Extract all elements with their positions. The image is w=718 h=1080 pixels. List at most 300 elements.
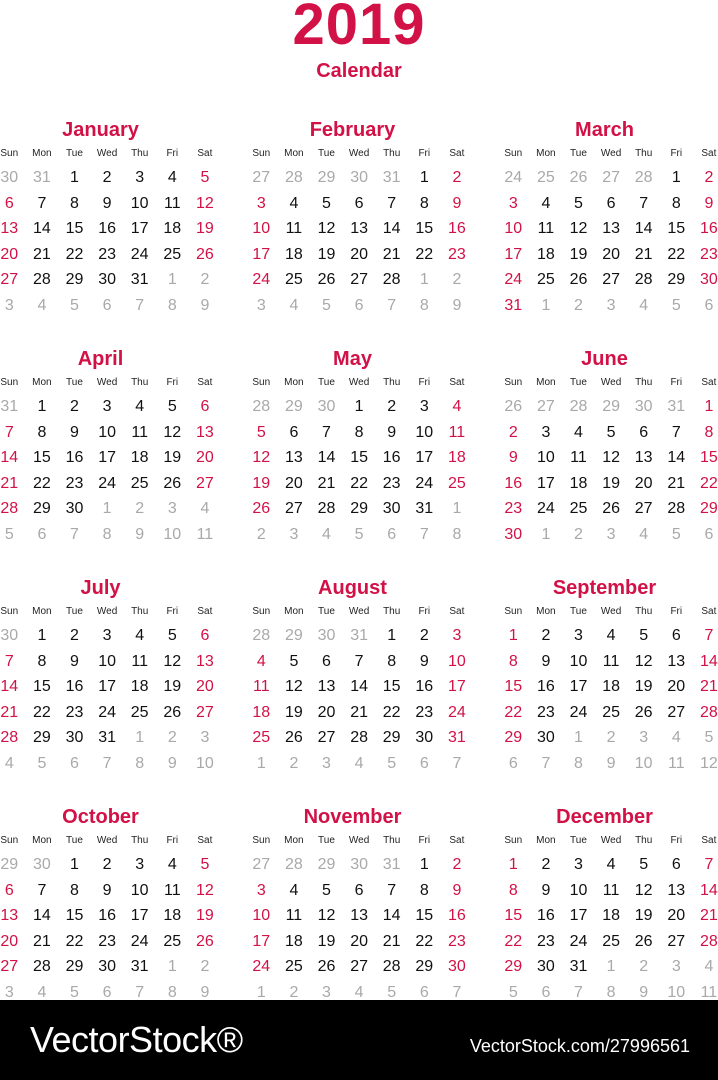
- adjacent-month-day-cell: 11: [667, 754, 685, 772]
- day-cell: 31: [415, 500, 434, 517]
- month-name: August: [318, 577, 387, 599]
- adjacent-month-day-cell: 6: [37, 525, 47, 543]
- day-cell: 23: [65, 703, 84, 721]
- month-february: [245, 118, 475, 321]
- month-name: February: [309, 119, 396, 141]
- day-cell: 14: [32, 220, 51, 237]
- day-cell: 20: [284, 474, 303, 492]
- day-cell: 23: [98, 932, 116, 950]
- adjacent-month-day-cell: 1: [167, 271, 177, 288]
- day-cell: 16: [65, 449, 84, 466]
- day-cell: 18: [284, 245, 303, 263]
- day-cell: 4: [167, 856, 177, 873]
- day-cell: 19: [317, 932, 336, 950]
- day-cell: 22: [32, 703, 51, 721]
- weekday-label: Sun: [504, 377, 523, 388]
- day-cell: 6: [354, 194, 364, 212]
- adjacent-month-day-cell: 29: [0, 856, 19, 873]
- adjacent-month-day-cell: 10: [634, 754, 653, 772]
- day-cell: 16: [98, 220, 116, 237]
- day-cell: 6: [4, 194, 14, 212]
- day-cell: 2: [419, 627, 429, 644]
- adjacent-month-day-cell: 4: [4, 754, 14, 772]
- adjacent-month-day-cell: 27: [536, 398, 555, 415]
- adjacent-month-day-cell: 9: [639, 983, 649, 1001]
- day-cell: 1: [387, 627, 397, 644]
- weekday-label: Tue: [570, 606, 587, 617]
- adjacent-month-day-cell: 3: [639, 729, 649, 746]
- day-cell: 27: [667, 932, 686, 950]
- day-cell: 11: [537, 220, 555, 237]
- day-cell: 1: [37, 627, 47, 644]
- month-august: [245, 576, 475, 779]
- day-cell: 18: [284, 932, 303, 950]
- month-name: March: [575, 119, 634, 141]
- adjacent-month-day-cell: 30: [0, 169, 19, 186]
- day-cell: 8: [354, 423, 364, 441]
- adjacent-month-day-cell: 4: [354, 983, 364, 1001]
- weekday-label: Mon: [32, 835, 52, 846]
- weekday-label: Mon: [536, 148, 556, 159]
- day-cell: 17: [536, 474, 555, 492]
- month-october: [0, 805, 223, 1008]
- weekday-label: Tue: [66, 377, 83, 388]
- adjacent-month-day-cell: 2: [574, 296, 583, 314]
- adjacent-month-day-cell: 4: [639, 296, 649, 314]
- day-cell: 9: [508, 449, 518, 466]
- adjacent-month-day-cell: 6: [102, 983, 112, 1001]
- weekday-label: Sun: [252, 148, 271, 159]
- weekday-label: Fri: [418, 377, 431, 388]
- weekday-label: Thu: [635, 148, 653, 159]
- weekday-label: Wed: [348, 377, 370, 388]
- weekday-label: Thu: [383, 148, 401, 159]
- day-cell: 11: [602, 881, 620, 899]
- weekday-label: Fri: [670, 835, 683, 846]
- adjacent-month-day-cell: 5: [70, 983, 79, 1001]
- adjacent-month-day-cell: 28: [634, 169, 653, 186]
- adjacent-month-day-cell: 9: [452, 296, 462, 314]
- day-cell: 12: [284, 678, 303, 695]
- day-cell: 25: [602, 932, 620, 950]
- month-january: [0, 118, 223, 321]
- day-cell: 12: [163, 652, 182, 670]
- day-cell: 7: [387, 194, 397, 212]
- weekday-label: Fri: [670, 148, 683, 159]
- day-cell: 18: [163, 907, 182, 924]
- day-cell: 16: [504, 474, 523, 492]
- adjacent-month-day-cell: 8: [574, 754, 583, 772]
- day-cell: 19: [163, 678, 182, 695]
- adjacent-month-day-cell: 2: [167, 729, 177, 746]
- adjacent-month-day-cell: 1: [419, 271, 429, 288]
- day-cell: 14: [699, 652, 718, 670]
- day-cell: 30: [415, 729, 434, 746]
- weekday-label: Sat: [197, 148, 213, 159]
- day-cell: 22: [504, 703, 523, 721]
- day-cell: 10: [447, 652, 466, 670]
- day-cell: 21: [317, 474, 336, 492]
- adjacent-month-day-cell: 5: [671, 525, 681, 543]
- day-cell: 11: [602, 652, 620, 670]
- day-cell: 19: [634, 907, 653, 924]
- day-cell: 7: [322, 423, 331, 441]
- day-cell: 13: [602, 220, 620, 237]
- day-cell: 9: [452, 194, 462, 212]
- day-cell: 13: [0, 220, 19, 237]
- day-cell: 24: [98, 474, 116, 492]
- day-cell: 3: [256, 194, 266, 212]
- day-cell: 3: [574, 856, 583, 873]
- adjacent-month-day-cell: 6: [419, 983, 429, 1001]
- day-cell: 5: [200, 856, 210, 873]
- day-cell: 28: [382, 958, 401, 975]
- day-cell: 22: [32, 474, 51, 492]
- day-cell: 18: [602, 907, 620, 924]
- adjacent-month-day-cell: 3: [606, 296, 616, 314]
- day-cell: 8: [70, 881, 79, 899]
- day-cell: 27: [0, 958, 19, 975]
- day-cell: 22: [382, 703, 401, 721]
- day-cell: 29: [504, 729, 523, 746]
- day-cell: 12: [163, 423, 182, 441]
- adjacent-month-day-cell: 1: [574, 729, 583, 746]
- adjacent-month-day-cell: 8: [167, 296, 177, 314]
- day-cell: 10: [415, 423, 434, 441]
- weekday-label: Thu: [635, 606, 653, 617]
- day-cell: 18: [130, 678, 149, 695]
- day-cell: 5: [322, 881, 331, 899]
- day-cell: 20: [0, 245, 19, 263]
- day-cell: 27: [284, 500, 303, 517]
- adjacent-month-day-cell: 3: [289, 525, 299, 543]
- day-cell: 8: [508, 881, 518, 899]
- adjacent-month-day-cell: 5: [508, 983, 518, 1001]
- weekday-label: Sat: [449, 835, 465, 846]
- day-cell: 27: [350, 271, 368, 288]
- adjacent-month-day-cell: 6: [387, 525, 397, 543]
- day-cell: 13: [0, 907, 19, 924]
- day-cell: 21: [634, 245, 653, 263]
- day-cell: 13: [667, 652, 686, 670]
- weekday-label: Thu: [383, 377, 401, 388]
- day-cell: 1: [419, 169, 429, 186]
- day-cell: 13: [667, 881, 686, 899]
- adjacent-month-day-cell: 4: [37, 983, 47, 1001]
- day-cell: 15: [415, 220, 434, 237]
- day-cell: 2: [508, 423, 518, 441]
- day-cell: 27: [0, 271, 19, 288]
- day-cell: 8: [37, 652, 47, 670]
- weekday-label: Wed: [600, 606, 622, 617]
- day-cell: 11: [252, 678, 270, 695]
- day-cell: 27: [195, 474, 214, 492]
- month-name: July: [80, 577, 121, 599]
- weekday-label: Fri: [166, 835, 179, 846]
- day-cell: 23: [382, 474, 401, 492]
- adjacent-month-day-cell: 31: [667, 398, 686, 415]
- adjacent-month-day-cell: 4: [322, 525, 331, 543]
- weekday-label: Wed: [600, 835, 622, 846]
- day-cell: 20: [667, 678, 686, 695]
- day-cell: 11: [448, 423, 466, 441]
- month-july: [0, 576, 223, 779]
- day-cell: 5: [606, 423, 616, 441]
- day-cell: 30: [536, 958, 555, 975]
- day-cell: 8: [37, 423, 47, 441]
- day-cell: 12: [252, 449, 271, 466]
- day-cell: 26: [195, 932, 214, 950]
- adjacent-month-day-cell: 2: [574, 525, 583, 543]
- adjacent-month-day-cell: 7: [419, 525, 429, 543]
- adjacent-month-day-cell: 9: [167, 754, 177, 772]
- month-name: January: [62, 119, 139, 141]
- day-cell: 23: [536, 932, 555, 950]
- day-cell: 2: [387, 398, 397, 415]
- day-cell: 7: [387, 881, 397, 899]
- day-cell: 5: [639, 856, 649, 873]
- day-cell: 22: [350, 474, 368, 492]
- day-cell: 8: [508, 652, 518, 670]
- adjacent-month-day-cell: 8: [606, 983, 616, 1001]
- day-cell: 20: [634, 474, 653, 492]
- day-cell: 25: [602, 703, 620, 721]
- adjacent-month-day-cell: 1: [541, 525, 551, 543]
- day-cell: 13: [350, 907, 368, 924]
- day-cell: 3: [452, 627, 462, 644]
- day-cell: 6: [200, 398, 210, 415]
- adjacent-month-day-cell: 2: [200, 958, 210, 975]
- day-cell: 15: [32, 678, 51, 695]
- adjacent-month-day-cell: 12: [699, 754, 718, 772]
- day-cell: 22: [699, 474, 718, 492]
- day-cell: 12: [195, 881, 214, 899]
- day-cell: 30: [65, 729, 84, 746]
- weekday-label: Sat: [449, 148, 465, 159]
- day-cell: 14: [382, 220, 401, 237]
- weekday-label: Wed: [96, 148, 118, 159]
- day-cell: 24: [447, 703, 466, 721]
- footer-brand-logo: VectorStock®: [30, 1019, 243, 1060]
- weekday-label: Sat: [197, 606, 213, 617]
- day-cell: 14: [317, 449, 336, 466]
- month-december: [497, 805, 718, 1008]
- day-cell: 9: [541, 652, 551, 670]
- adjacent-month-day-cell: 6: [508, 754, 518, 772]
- month-november: [245, 805, 475, 1008]
- day-cell: 30: [536, 729, 555, 746]
- weekday-label: Mon: [284, 148, 304, 159]
- day-cell: 3: [135, 169, 145, 186]
- day-cell: 9: [387, 423, 397, 441]
- day-cell: 17: [252, 932, 271, 950]
- adjacent-month-day-cell: 8: [419, 296, 429, 314]
- adjacent-month-day-cell: 7: [135, 296, 145, 314]
- adjacent-month-day-cell: 9: [200, 983, 210, 1001]
- adjacent-month-day-cell: 8: [452, 525, 462, 543]
- day-cell: 12: [569, 220, 588, 237]
- day-cell: 1: [354, 398, 364, 415]
- adjacent-month-day-cell: 29: [284, 398, 303, 415]
- day-cell: 22: [667, 245, 686, 263]
- adjacent-month-day-cell: 30: [350, 856, 368, 873]
- weekday-label: Tue: [318, 377, 335, 388]
- day-cell: 31: [504, 296, 523, 314]
- weekday-label: Mon: [32, 377, 52, 388]
- day-cell: 16: [447, 907, 466, 924]
- day-cell: 15: [32, 449, 51, 466]
- adjacent-month-day-cell: 4: [289, 296, 299, 314]
- day-cell: 19: [195, 220, 214, 237]
- day-cell: 7: [704, 627, 714, 644]
- day-cell: 11: [163, 881, 181, 899]
- adjacent-month-day-cell: 31: [382, 856, 401, 873]
- day-cell: 26: [602, 500, 620, 517]
- adjacent-month-day-cell: 3: [4, 296, 14, 314]
- day-cell: 6: [289, 423, 299, 441]
- adjacent-month-day-cell: 9: [135, 525, 145, 543]
- day-cell: 15: [504, 678, 523, 695]
- day-cell: 16: [536, 907, 555, 924]
- day-cell: 7: [37, 194, 47, 212]
- day-cell: 5: [167, 398, 177, 415]
- day-cell: 2: [102, 856, 112, 873]
- day-cell: 25: [447, 474, 466, 492]
- weekday-label: Sat: [449, 606, 465, 617]
- adjacent-month-day-cell: 3: [4, 983, 14, 1001]
- day-cell: 6: [606, 194, 616, 212]
- day-cell: 3: [541, 423, 551, 441]
- adjacent-month-day-cell: 2: [256, 525, 266, 543]
- day-cell: 21: [382, 932, 401, 950]
- day-cell: 26: [317, 958, 336, 975]
- adjacent-month-day-cell: 25: [536, 169, 555, 186]
- day-cell: 10: [252, 907, 271, 924]
- adjacent-month-day-cell: 3: [167, 500, 177, 517]
- weekday-label: Mon: [536, 835, 556, 846]
- weekday-label: Mon: [284, 835, 304, 846]
- day-cell: 31: [130, 271, 149, 288]
- day-cell: 10: [130, 881, 149, 899]
- weekday-label: Fri: [670, 606, 683, 617]
- day-cell: 16: [382, 449, 401, 466]
- day-cell: 29: [415, 958, 434, 975]
- day-cell: 10: [504, 220, 523, 237]
- adjacent-month-day-cell: 5: [37, 754, 47, 772]
- weekday-label: Sat: [701, 148, 717, 159]
- day-cell: 6: [322, 652, 331, 670]
- adjacent-month-day-cell: 2: [289, 983, 299, 1001]
- day-cell: 9: [102, 881, 112, 899]
- day-cell: 20: [0, 932, 19, 950]
- day-cell: 17: [98, 678, 116, 695]
- adjacent-month-day-cell: 6: [354, 296, 364, 314]
- day-cell: 21: [350, 703, 368, 721]
- day-cell: 11: [131, 652, 148, 670]
- day-cell: 3: [574, 627, 583, 644]
- adjacent-month-day-cell: 4: [200, 500, 210, 517]
- day-cell: 24: [98, 703, 116, 721]
- weekday-label: Fri: [418, 148, 431, 159]
- weekday-label: Tue: [66, 606, 83, 617]
- day-cell: 16: [699, 220, 718, 237]
- day-cell: 12: [602, 449, 620, 466]
- adjacent-month-day-cell: 1: [256, 983, 266, 1001]
- day-cell: 12: [195, 194, 214, 212]
- day-cell: 15: [667, 220, 686, 237]
- month-may: [245, 347, 475, 550]
- day-cell: 20: [195, 678, 214, 695]
- month-name: June: [581, 348, 628, 370]
- day-cell: 11: [570, 449, 587, 466]
- day-cell: 4: [167, 169, 177, 186]
- day-cell: 18: [130, 449, 149, 466]
- day-cell: 26: [317, 271, 336, 288]
- adjacent-month-day-cell: 1: [167, 958, 177, 975]
- weekday-label: Wed: [96, 377, 118, 388]
- day-cell: 18: [252, 703, 271, 721]
- adjacent-month-day-cell: 29: [317, 856, 336, 873]
- day-cell: 10: [252, 220, 271, 237]
- adjacent-month-day-cell: 1: [606, 958, 616, 975]
- day-cell: 21: [699, 907, 718, 924]
- month-september: [497, 576, 718, 779]
- day-cell: 26: [163, 474, 182, 492]
- day-cell: 31: [98, 729, 116, 746]
- day-cell: 12: [317, 220, 336, 237]
- adjacent-month-day-cell: 4: [37, 296, 47, 314]
- weekday-label: Sun: [0, 148, 19, 159]
- day-cell: 24: [415, 474, 434, 492]
- weekday-label: Sun: [504, 148, 523, 159]
- day-cell: 8: [419, 881, 429, 899]
- day-cell: 3: [102, 398, 112, 415]
- adjacent-month-day-cell: 27: [252, 856, 271, 873]
- day-cell: 16: [447, 220, 466, 237]
- adjacent-month-day-cell: 28: [284, 856, 303, 873]
- day-cell: 15: [65, 220, 84, 237]
- day-cell: 21: [699, 678, 718, 695]
- adjacent-month-day-cell: 5: [4, 525, 14, 543]
- day-cell: 28: [350, 729, 368, 746]
- day-cell: 30: [98, 271, 116, 288]
- day-cell: 5: [574, 194, 583, 212]
- day-cell: 28: [382, 271, 401, 288]
- adjacent-month-day-cell: 30: [32, 856, 51, 873]
- adjacent-month-day-cell: 26: [504, 398, 523, 415]
- day-cell: 12: [634, 652, 653, 670]
- adjacent-month-day-cell: 7: [541, 754, 551, 772]
- adjacent-month-day-cell: 1: [102, 500, 112, 517]
- day-cell: 17: [130, 907, 149, 924]
- day-cell: 19: [252, 474, 271, 492]
- day-cell: 18: [447, 449, 466, 466]
- footer-image-id: VectorStock.com/27996561: [469, 1036, 690, 1056]
- day-cell: 5: [322, 194, 331, 212]
- adjacent-month-day-cell: 30: [350, 169, 368, 186]
- day-cell: 8: [671, 194, 681, 212]
- day-cell: 2: [70, 398, 79, 415]
- weekday-label: Tue: [570, 835, 587, 846]
- day-cell: 5: [256, 423, 266, 441]
- day-cell: 31: [447, 729, 466, 746]
- day-cell: 23: [65, 474, 84, 492]
- day-cell: 17: [569, 907, 588, 924]
- day-cell: 7: [639, 194, 649, 212]
- day-cell: 10: [536, 449, 555, 466]
- adjacent-month-day-cell: 2: [135, 500, 145, 517]
- weekday-label: Mon: [32, 606, 52, 617]
